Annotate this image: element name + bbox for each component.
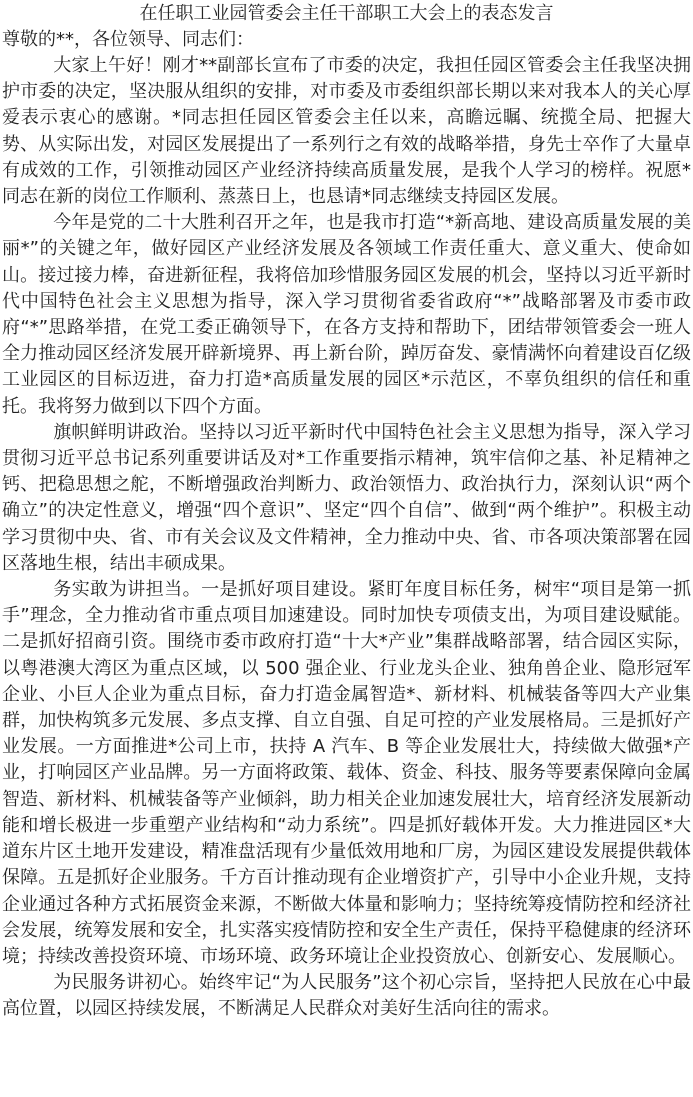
paragraph-service: 为民服务讲初心。始终牢记“为人民服务”这个初心宗旨，坚持把人民放在心中最高位置，以园区持续发展，不断满足人民群众对美好生活向往的需求。 [2, 972, 691, 1020]
salutation: 尊敬的**，各位领导、同志们： [2, 29, 254, 50]
paragraph-politics: 旗帜鲜明讲政治。坚持以习近平新时代中国特色社会主义思想为指导，深入学习贯彻习近平总书记系列重要讲话及对*工作重要指示精神，筑牢信仰之基、补足精神之钙、把稳思想之舵，不断增强政治判断力、政治领悟力、政治执行力，深刻认识“两个确立”的决定性意义，增强“四个意识”、坚定“四个自信”、做到“两个维护”。积极主动学习贯彻中央、省、市有关会议及文件精神，全力推动中央、省、市各项决策部署在园区落地生根，结出丰硕成果。 [2, 421, 691, 574]
paragraph-context: 今年是党的二十大胜利召开之年，也是我市打造“*新高地、建设高质量发展的美丽*”的关键之年，做好园区产业经济发展及各领域工作责任重大、意义重大、使命如山。接过接力棒，奋进新征程，我将倍加珍惜服务园区发展的机会，坚持以习近平新时代中国特色社会主义思想为指导，深入学习贯彻省委省政府“*”战略部署及市委市政府“*”思路举措，在党工委正确领导下，在各方支持和帮助下，团结带领管委会一班人全力推动园区经济发展开辟新境界、再上新台阶，踔厉奋发、豪情满怀向着建设百亿级工业园区的目标迈进，奋力打造*高质量发展的园区*示范区，不辜负组织的信任和重托。我将努力做到以下四个方面。 [2, 212, 691, 417]
paragraph-opening: 大家上午好！刚才**副部长宣布了市委的决定，我担任园区管委会主任我坚决拥护市委的决定，坚决服从组织的安排，对市委及市委组织部长期以来对我本人的关心厚爱表示衷心的感谢。*同志担任园区管委会主任以来，高瞻远瞩、统揽全局、把握大势、从实际出发，对园区发展提出了一系列行之有效的战略举措，身先士卒作了大量卓有成效的工作，引领推动园区产业经济持续高质量发展，是我个人学习的榜样。祝愿*同志在新的岗位工作顺利、蒸蒸日上，也恳请*同志继续支持园区发展。 [2, 55, 691, 208]
document-title: 在任职工业园管委会主任干部职工大会上的表态发言 [139, 3, 554, 24]
paragraph-responsibility: 务实敢为讲担当。一是抓好项目建设。紧盯年度目标任务，树牢“项目是第一抓手”理念，全力推动省市重点项目加速建设。同时加快专项债支出，为项目建设赋能。二是抓好招商引资。围绕市委市政府打造“十大*产业”集群战略部署，结合园区实际，以粤港澳大湾区为重点区域，以 500 强企业、行业龙头企业、独角兽企业、隐形冠军企业、小巨人企业为重点目标，奋力打造金属智造*、新材料、机械装备等四大产业集群，加快构筑多元发展、多点支撑、自立自强、自足可控的产业发展格局。三是抓好产业发展。一方面推进*公司上市，扶持 A 汽车、B 等企业发展壮大，持续做大做强*产业，打响园区产业品牌。另一方面将政策、载体、资金、科技、服务等要素保障向金属智造、新材料、机械装备等产业倾斜，助力相关企业加速发展壮大，培育经济发展新动能和增长极进一步重塑产业结构和“动力系统”。四是抓好载体开发。大力推进园区*大道东片区土地开发建设，精准盘活现有少量低效用地和厂房，为园区建设发展提供载体保障。五是抓好企业服务。千方百计推动现有企业增资扩产，引导中小企业升规，支持企业通过各种方式拓展资金来源，不断做大体量和影响力；坚持统筹疫情防控和经济社会发展，统筹发展和安全，扎实落实疫情防控和安全生产责任，保持平稳健康的经济环境；持续改善投资环境、市场环境、政务环境让企业投资放心、创新安心、发展顺心。 [2, 579, 691, 967]
